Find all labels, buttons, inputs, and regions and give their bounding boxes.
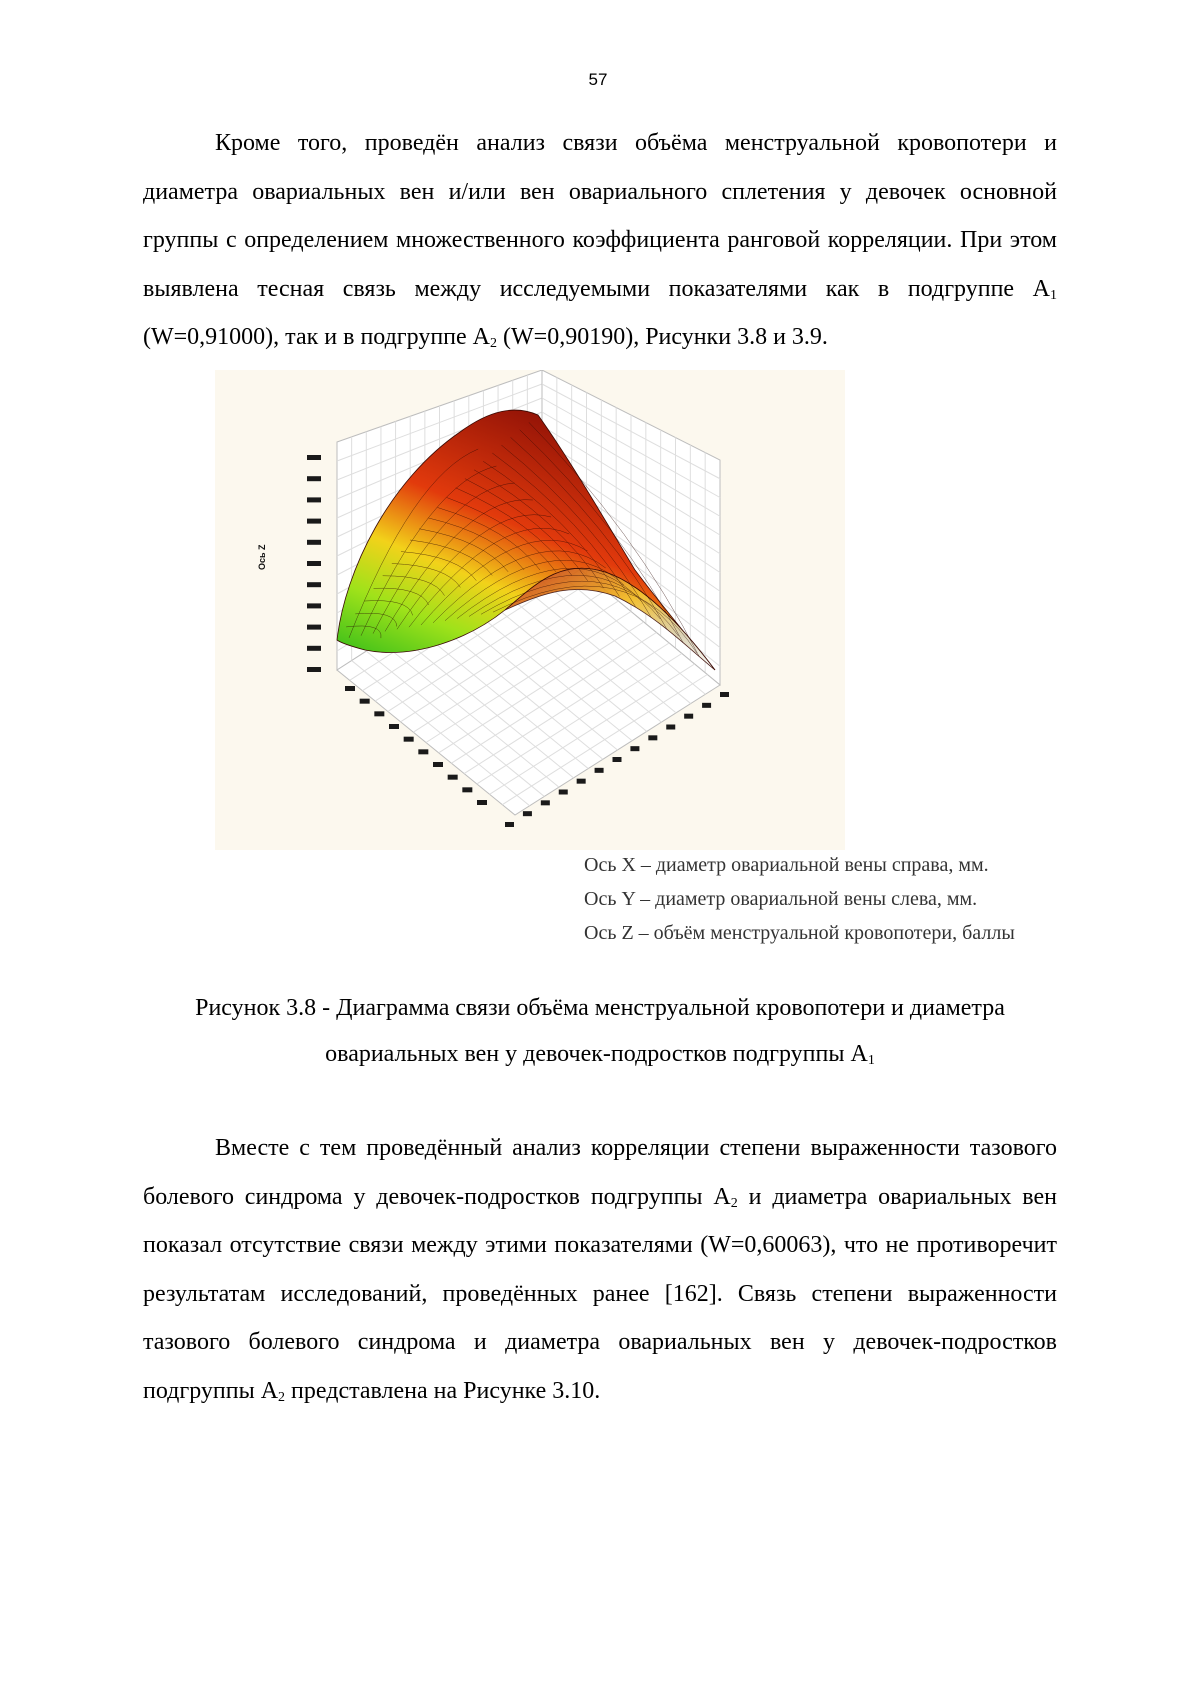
x-tick-mark <box>345 686 355 691</box>
z-tick-mark <box>307 540 321 545</box>
x-tick-mark <box>374 711 384 716</box>
y-tick-mark <box>577 779 586 784</box>
figure-caption <box>143 985 1057 1077</box>
surface-plot-figure <box>215 370 845 850</box>
x-tick-mark <box>433 762 443 767</box>
legend-z-axis: Ось Z – объём менструальной кровопотери, баллы <box>584 922 1015 944</box>
y-tick-mark <box>541 800 550 805</box>
z-axis-title: Ось Z <box>257 544 267 570</box>
x-tick-mark <box>418 749 428 754</box>
y-tick-mark <box>648 735 657 740</box>
page-number: 57 <box>588 70 608 89</box>
y-tick-mark <box>613 757 622 762</box>
paragraph2-subscript-2: 2 <box>278 1389 286 1405</box>
legend-x-axis: Ось X – диаметр овариальной вены справа, мм. <box>584 854 989 876</box>
z-axis-ticks <box>307 455 321 672</box>
paragraph2-subscript-1: 2 <box>730 1195 738 1211</box>
caption-line-2 <box>143 1031 1057 1077</box>
y-tick-mark <box>559 790 568 795</box>
z-tick-mark <box>307 561 321 566</box>
y-tick-mark <box>720 692 729 697</box>
z-tick-mark <box>307 519 321 524</box>
x-tick-mark <box>448 775 458 780</box>
paragraph1-subscript-1: 1 <box>1050 287 1057 303</box>
y-tick-mark <box>595 768 604 773</box>
paragraph1-text-part1: Кроме того, проведён анализ связи объёма менструальной кровопотери и диаметра овариальных вен и/или вен овариального сплетения у девочек основной группы с определением множественного коэффициента ранговой корреляции. При этом выявлена тесная связь между исследуемыми показателями как в подгруппе А <box>143 130 1057 302</box>
y-tick-mark <box>702 703 711 708</box>
y-tick-mark <box>684 714 693 719</box>
x-tick-mark <box>477 800 487 805</box>
z-tick-mark <box>307 603 321 608</box>
paragraph2-text-part1: Вместе с тем проведённый анализ корреляции степени выраженности тазового болевого синдрома у девочек-подростков подгруппы А <box>143 1135 1057 1210</box>
paragraph2-text-part2: и диаметра овариальных вен показал отсутствие связи между этими показателями (W=0,60063), что не противоречит результатам исследований, проведённых ранее [162]. Связь степени выраженности тазового болевого синдрома и диаметра овариальных вен у девочек-подростков подгруппы А <box>143 1183 1057 1404</box>
legend-y-axis: Ось Y – диаметр овариальной вены слева, мм. <box>584 888 978 910</box>
y-tick-mark <box>505 822 514 827</box>
x-tick-mark <box>462 787 472 792</box>
x-tick-mark <box>360 699 370 704</box>
surface-plot-svg <box>215 370 845 850</box>
paragraph-correlation-analysis <box>143 119 1057 362</box>
z-tick-mark <box>307 582 321 587</box>
paragraph-pain-syndrome <box>143 1124 1057 1415</box>
paragraph1-text-part2: (W=0,91000), так и в подгруппе А <box>143 324 491 350</box>
figure-axis-legend <box>584 848 1015 950</box>
z-tick-mark <box>307 646 321 651</box>
y-tick-mark <box>630 746 639 751</box>
caption-line-1: Рисунок 3.8 - Диаграмма связи объёма менструальной кровопотери и диаметра <box>195 995 1005 1021</box>
y-tick-mark <box>523 811 532 816</box>
paragraph2-text-part3: представлена на Рисунке 3.10. <box>285 1377 601 1404</box>
z-tick-mark <box>307 667 321 672</box>
z-tick-mark <box>307 497 321 502</box>
z-tick-mark <box>307 476 321 481</box>
caption-line-2-text: овариальных вен у девочек-подростков подгруппы А <box>325 1041 868 1067</box>
x-tick-mark <box>389 724 399 729</box>
paragraph1-subscript-2: 2 <box>490 336 498 351</box>
caption-subscript: 1 <box>867 1053 875 1068</box>
z-tick-mark <box>307 625 321 630</box>
z-tick-mark <box>307 455 321 460</box>
x-tick-mark <box>404 737 414 742</box>
paragraph1-text-part3: (W=0,90190), Рисунки 3.8 и 3.9. <box>497 324 828 350</box>
y-tick-mark <box>666 725 675 730</box>
